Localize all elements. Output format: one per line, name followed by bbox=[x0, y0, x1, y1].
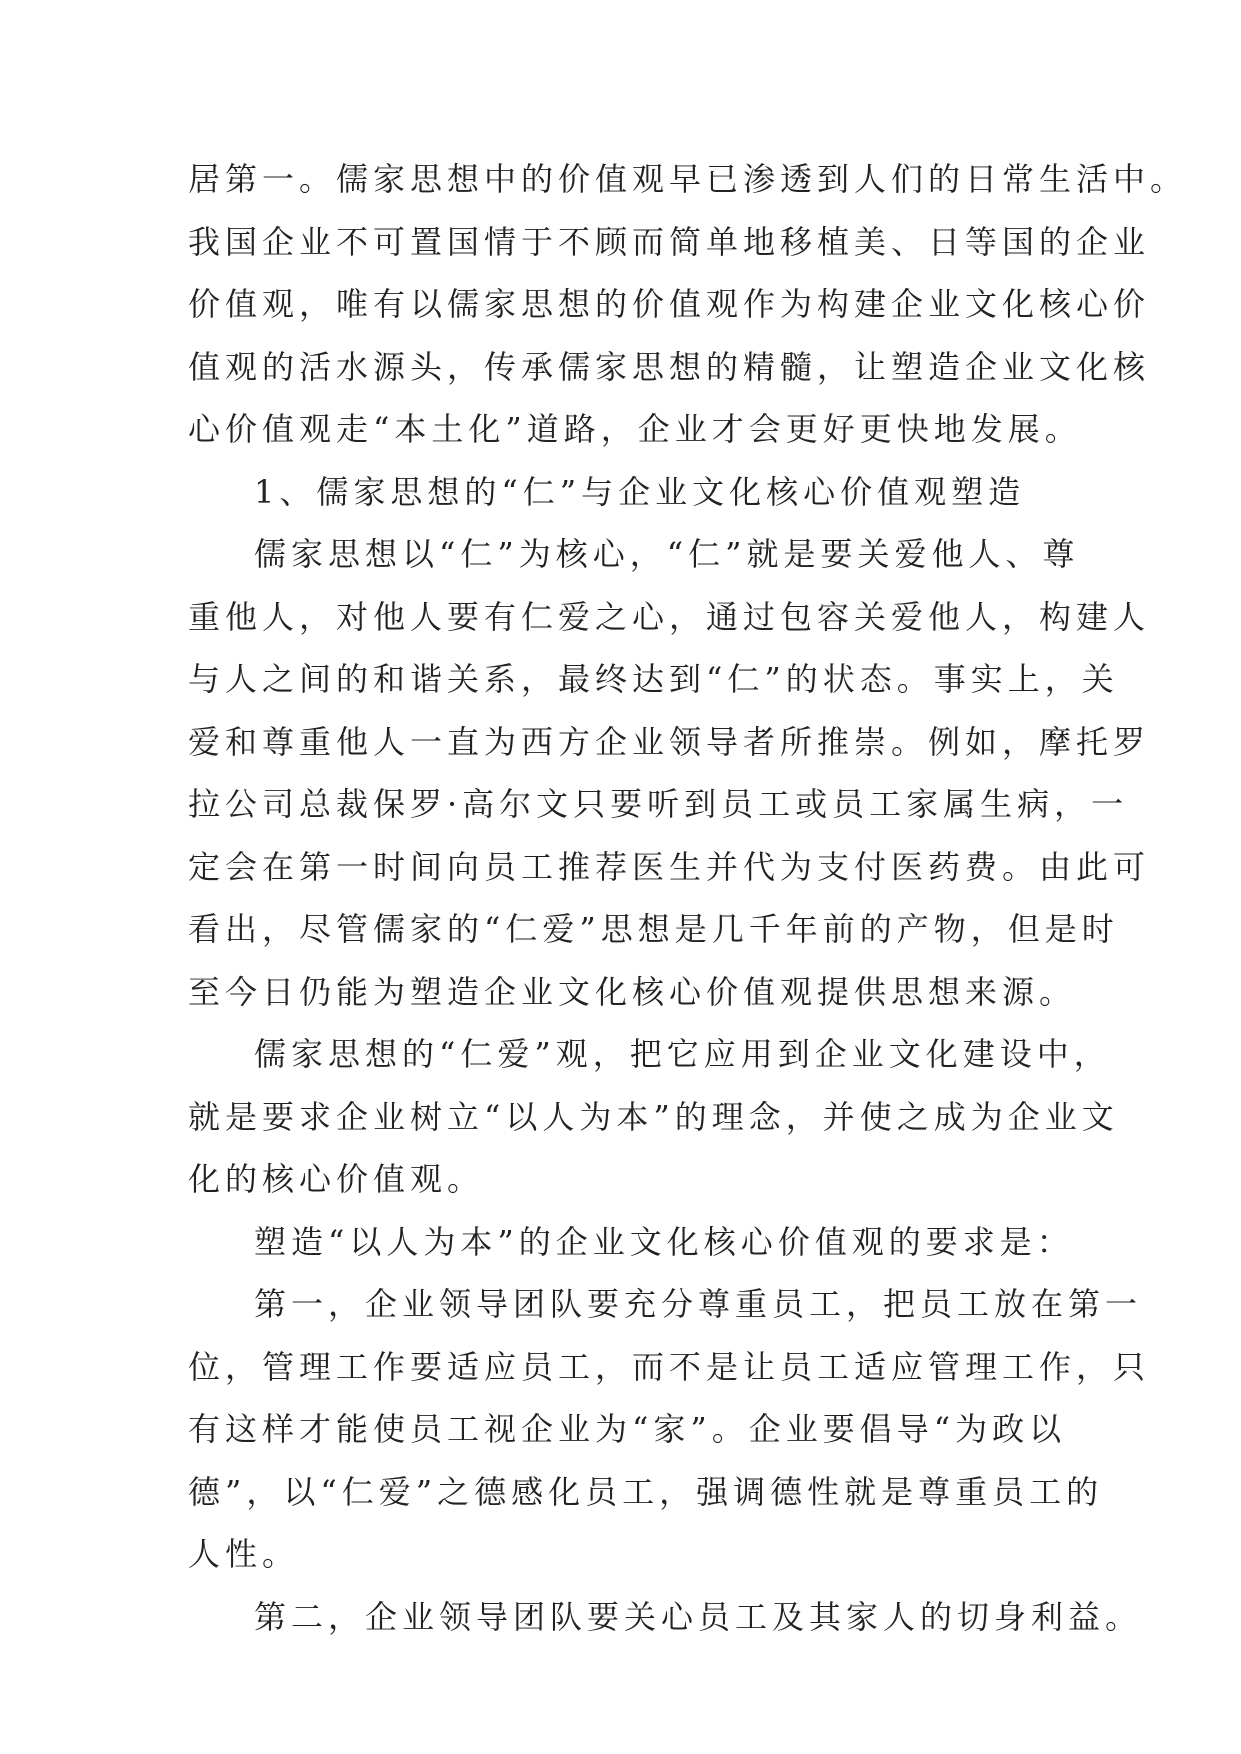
text-line: 塑造“以人为本”的企业文化核心价值观的要求是： bbox=[254, 1222, 1074, 1261]
text-line: 看出，尽管儒家的“仁爱”思想是几千年前的产物，但是时 bbox=[188, 910, 1119, 948]
text-line: 爱和尊重他人一直为西方企业领导者所推崇。例如，摩托罗 bbox=[188, 722, 1151, 761]
text-line: 儒家思想以“仁”为核心，“仁”就是要关爱他人、尊 bbox=[254, 535, 1080, 573]
text-line: 化的核心价值观。 bbox=[188, 1160, 485, 1198]
paragraph-ren bbox=[188, 523, 1151, 1023]
text-line: 心价值观走“本土化”道路，企业才会更好更快地发展。 bbox=[188, 410, 1082, 448]
text-line: 位，管理工作要适应员工，而不是让员工适应管理工作，只 bbox=[188, 1347, 1151, 1386]
paragraph-first-requirement bbox=[188, 1273, 1151, 1586]
text-line: 价值观，唯有以儒家思想的价值观作为构建企业文化核心价 bbox=[188, 285, 1151, 323]
text-line: 儒家思想的“仁爱”观，把它应用到企业文化建设中， bbox=[254, 1035, 1111, 1073]
paragraph-requirements-intro bbox=[188, 1211, 1088, 1274]
paragraph-renai bbox=[188, 1023, 1119, 1211]
text-line: 第二，企业领导团队要关心员工及其家人的切身利益。 bbox=[254, 1597, 1143, 1636]
document-body bbox=[188, 148, 1188, 1648]
text-line: 就是要求企业树立“以人为本”的理念，并使之成为企业文 bbox=[188, 1097, 1119, 1136]
text-line: 有这样才能使员工视企业为“家”。企业要倡导“为政以 bbox=[188, 1410, 1067, 1448]
paragraph-second-requirement bbox=[188, 1586, 1143, 1649]
section-heading bbox=[188, 461, 1088, 524]
text-line: 居第一。儒家思想中的价值观早已渗透到人们的日常生活中。 bbox=[188, 160, 1188, 198]
text-line: 拉公司总裁保罗·高尔文只要听到员工或员工家属生病，一 bbox=[188, 785, 1129, 823]
text-line: 我国企业不可置国情于不顾而简单地移植美、日等国的企业 bbox=[188, 222, 1151, 261]
text-line: 至今日仍能为塑造企业文化核心价值观提供思想来源。 bbox=[188, 972, 1077, 1011]
text-line: 与人之间的和谐关系，最终达到“仁”的状态。事实上，关 bbox=[188, 660, 1119, 698]
text-line: 第一，企业领导团队要充分尊重员工，把员工放在第一 bbox=[254, 1285, 1143, 1323]
section-heading-text: 1、儒家思想的“仁”与企业文化核心价值观塑造 bbox=[254, 472, 1026, 511]
text-line: 德”，以“仁爱”之德感化员工，强调德性就是尊重员工的 bbox=[188, 1472, 1104, 1511]
text-line: 重他人，对他人要有仁爱之心，通过包容关爱他人，构建人 bbox=[188, 597, 1151, 636]
text-line: 值观的活水源头，传承儒家思想的精髓，让塑造企业文化核 bbox=[188, 347, 1151, 386]
text-line: 人性。 bbox=[188, 1535, 300, 1573]
text-line: 定会在第一时间向员工推荐医生并代为支付医药费。由此可 bbox=[188, 847, 1151, 886]
paragraph-continuation bbox=[188, 148, 1188, 461]
